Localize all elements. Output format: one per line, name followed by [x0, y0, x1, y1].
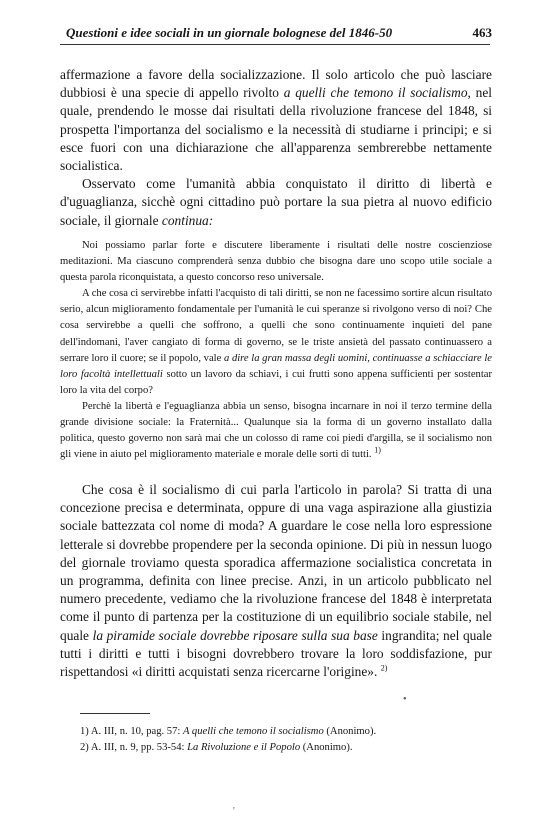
footnote-1-title: A quelli che temono il socialismo: [183, 726, 324, 737]
quote2-lead: A che cosa ci servirebbe infatti l'acquisto di tali diritti, se non ne facessimo sortire alcun risultato serio, alcun miglioramento fondamentale per l'umanità le cui speranze si rivolgono verso di noi? Che cosa servirebbe a quelli che soffrono, a quelli che sono continuamente inquieti del pane dell'indomani, l'aver cangiato di forma di governo, se le triste ansietà del passato continuassero a serrare loro il cuore; se il popolo, vale: [60, 288, 492, 364]
running-header: [60, 22, 490, 45]
footnotes: [80, 724, 490, 756]
article-title-ref: a quelli che temono il socialismo: [283, 85, 468, 101]
analysis-lead: Che cosa è il socialismo di cui parla l'articolo in parola? Si tratta di una concezione precisa e determinata, oppure di una vaga aspirazione alla giustizia sociale battezzata col nome di moda? A guardare le cose nella loro espressione letterale si dovrebbe propendere per la seconda opinione. Di più in nessun luogo del giornale troviamo questa sporadica affermazione socialistica concretata in un programma, definita con linee precise. Anzi, in un articolo pubblicato nel numero precedente, vediamo che la rivoluzione francese del 1848 è interpretata come il punto di partenza per la costituzione di un equilibrio sociale stabile, nel quale: [60, 482, 492, 643]
footnote-ref-2: 2): [380, 663, 388, 673]
observation-text: Osservato come l'umanità abbia conquistato il diritto di libertà e d'uguaglianza, sicchè ogni cittadino può portare la sua pietra al nuovo edificio sociale, il giornale: [60, 176, 492, 228]
footnote-rule: [80, 713, 150, 714]
stray-mark-bottom: ': [233, 806, 235, 817]
analysis-italic: la piramide sociale dovrebbe riposare sulla sua base: [92, 627, 378, 643]
footnote-1-source: A. III, n. 10, pag. 57:: [90, 726, 183, 737]
paragraph-analysis: [60, 481, 492, 681]
footnote-2-number: 2): [80, 742, 89, 753]
footnote-2-note: (Anonimo).: [300, 742, 353, 753]
quote-paragraph-1: Noi possiamo parlar forte e discutere liberamente i risultati delle nostre coscienziose meditazioni. Ma ciascuno comprenderà senza dubbio che bisogna dare uno scopo utile sociale a questa parola riconquistata, a questo concorso reso universale.: [60, 240, 492, 284]
footnote-2-source: A. III, n. 9, pp. 53-54:: [90, 742, 188, 753]
intro-lead: affermazione a favore della socializzazione. Il solo articolo che può lasciare dubbiosi è una specie di appello rivolto: [60, 67, 492, 101]
body-text-lower: [60, 481, 492, 681]
footnote-ref-1: 1): [374, 445, 381, 455]
quote2-rest: sotto un lavoro da schiavi, i cui frutti sono appena sufficienti per sostentar loro la vita del corpo?: [60, 368, 493, 396]
analysis-rest: ingrandita; nel quale tutti i diritti e tutti i bisogni dovrebbero trovare la loro soddisfazione, pur rispettandosi «i diritti acquistati senza ricercarne l'origine».: [60, 627, 492, 680]
observation-italic: continua:: [161, 212, 214, 228]
stray-mark: •: [403, 694, 407, 705]
paragraph-intro: [60, 66, 492, 175]
footnote-1-number: 1): [80, 726, 89, 737]
block-quotation: [60, 238, 492, 463]
running-title: Questioni e idee sociali in un giornale bolognese del 1846-50: [66, 25, 393, 40]
footnote-1-note: (Anonimo).: [323, 726, 377, 737]
intro-rest: , nel quale, prendendo le mosse dai risultati della rivoluzione francese del 1848, si prospetta l'importanza del socialismo e la necessità di studiarne i principi; e si esce fuori con una dichiarazione che all'apparenza sembrerebbe nettamente socialistica.: [60, 85, 492, 174]
quote-paragraph-3: [60, 399, 492, 463]
quote-paragraph-2: [60, 286, 492, 399]
quote2-italic: a dire la gran massa degli uomini, continuasse a schiacciare le loro facoltà intellettuali: [60, 352, 492, 380]
page-number: 463: [472, 25, 492, 40]
footnote-2: [80, 740, 490, 756]
paragraph-observation: [60, 175, 492, 230]
footnote-2-title: La Rivoluzione e il Popolo: [187, 742, 301, 753]
footnote-1: [80, 724, 490, 740]
body-text-upper: [60, 66, 492, 230]
quote3-text: Perchè la libertà e l'eguaglianza abbia un senso, bisogna incarnare in noi il terzo termine della grande divisione sociale: la Fraternità... Qualunque sia la forma di un governo installato dalla politica, questo governo non sarà mai che un colosso di rame coi piedi d'argilla, se il socialismo non gli viene in aiuto pel miglioramento materiale e morale delle sorti di tutti.: [60, 400, 492, 461]
